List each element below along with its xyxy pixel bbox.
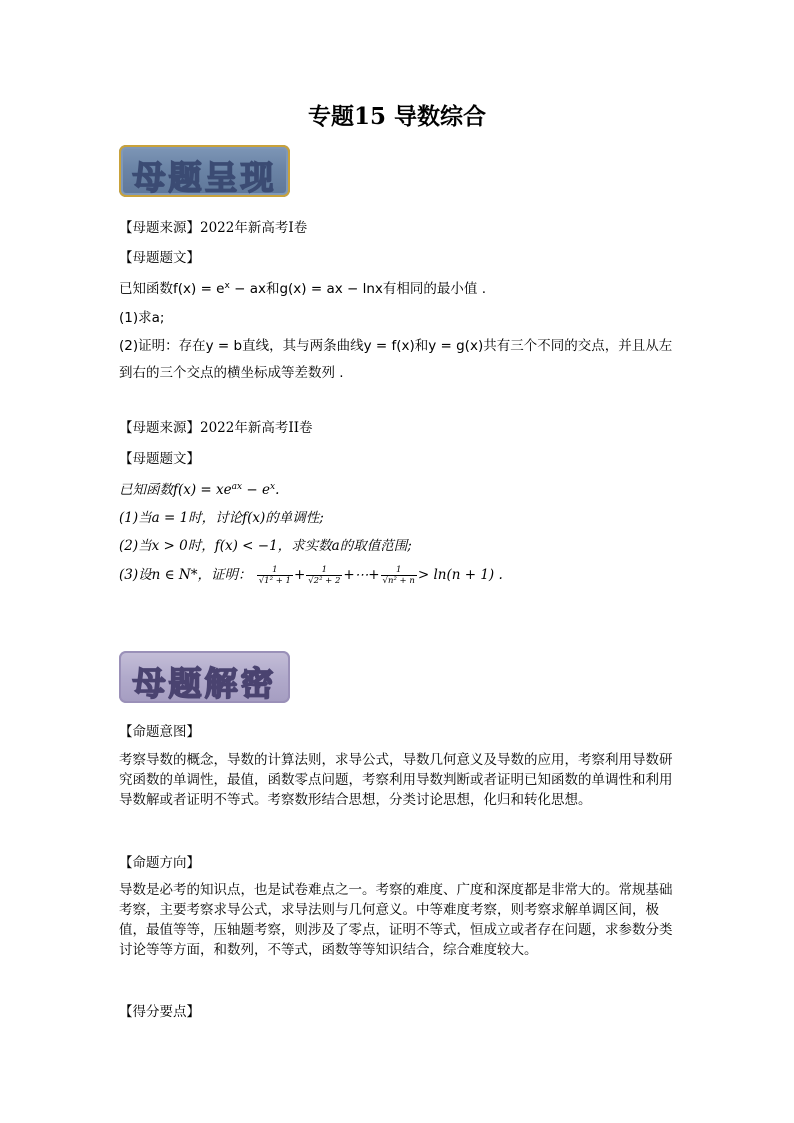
direction-text: 导数是必考的知识点，也是试卷难点之一。考察的难度、广度和深度都是非常大的。常规基础考察，主要考察求导公式，求导法则与几何意义。中等难度考察，则考察求解单调区间，极值，最值等等，压轴题考察，则涉及了零点，证明不等式，恒成立或者存在问题，求参数分类讨论等等方面，和数列，不等式，函数等等知识结合，综合难度较大。 — [119, 882, 673, 958]
fraction-3: $\frac{1}{\text{√n² + n}}$ — [382, 565, 415, 586]
fraction-2: $\frac{1}{\text{√2² + 2}}$ — [308, 565, 341, 586]
q1-part-1: (1)求a; — [119, 310, 165, 326]
q2-source: 【母题来源】2022年新高考II卷 — [119, 420, 313, 436]
scoring-label: 【得分要点】 — [119, 1004, 200, 1020]
q1-source: 【母题来源】2022年新高考I卷 — [119, 220, 308, 236]
q2-part-2: (2)当x > 0时，f(x) < −1，求实数a的取值范围; — [119, 538, 412, 554]
q1-text-label: 【母题题文】 — [119, 250, 200, 266]
page-title: 专题15 导数综合 — [307, 103, 486, 130]
q1-part-2-line-1: (2)证明：存在y = b直线，其与两条曲线y = f(x)和y = g(x)共有三个不同的交点，并且从左 — [119, 338, 673, 354]
q1-part-2-line-2: 到右的三个交点的横坐标成等差数列 . — [119, 365, 344, 381]
q2-text-label: 【母题题文】 — [119, 451, 200, 467]
q2-part-3: (3)设n ∈ N*，证明： $\frac{1}{\text{√1² + 1}}$ + $\frac{1}{\text{√2² + 2}}$ +⋯+ $\frac{1}{\text{√n² + n}}$ > ln(n + 1) . — [119, 565, 503, 586]
banner-text: 母题解密 — [132, 664, 277, 703]
banner-text: 母题呈现 — [132, 158, 277, 197]
fraction-1: $\frac{1}{\text{√1² + 1}}$ — [258, 565, 291, 586]
direction-label: 【命题方向】 — [119, 855, 200, 871]
q1-stem: 已知函数$f(x) = e^x$ − ax和g(x) = ax − lnx有相同的最小值 . — [119, 281, 486, 297]
intent-label: 【命题意图】 — [119, 724, 200, 740]
banner-mother-question-decryption — [119, 651, 290, 703]
q2-part-1: (1)当a = 1时，讨论f(x)的单调性; — [119, 510, 324, 526]
intent-text: 考察导数的概念，导数的计算法则，求导公式，导数几何意义及导数的应用，考察利用导数研究函数的单调性，最值，函数零点问题，考察利用导数判断或者证明已知函数的单调性和利用导数解或者证明不等式。考察数形结合思想，分类讨论思想，化归和转化思想。 — [119, 752, 673, 808]
q2-stem: 已知函数$f(x) = xe^{ax} - e^x$. — [119, 482, 280, 498]
banner-mother-question-presentation — [119, 145, 290, 197]
